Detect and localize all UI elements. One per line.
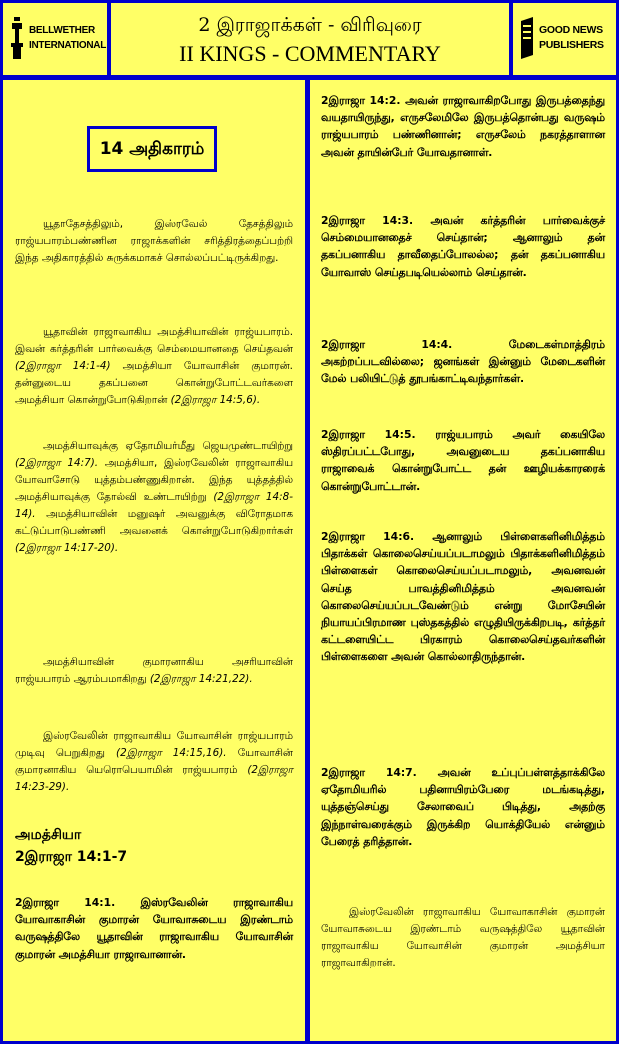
bellwether-logo-panel: [3, 3, 107, 75]
summary-2-ref-a: (2இராஜா 14:7).: [15, 457, 99, 469]
bellwether-logo: [9, 15, 107, 63]
summary-4-text-b: யோவாசின் குமாரனாகிய யெரொபெயாமின் ராஜ்யபாரம்: [15, 747, 294, 776]
section-reference: 2இராஜா 14:1-7: [15, 849, 128, 865]
summary-paragraph-2: [15, 438, 293, 557]
summary-2-text-b: அமத்சியா, இஸ்ரவேலின் ராஜாவாகிய யோவாசோடு யுத்தம்பண்ணுகிறான். இந்த யுத்தத்தில் அமத்சியாவுக்கு தோல்வி உண்டாயிற்று: [15, 457, 293, 503]
page-title-tamil: 2 இராஜாக்கள் - விரிவுரை: [198, 14, 422, 36]
good-news-logo-line2: PUBLISHERS: [539, 39, 604, 51]
summary-paragraph-3: [15, 654, 293, 688]
page-title-english: II KINGS - COMMENTARY: [179, 41, 441, 66]
verse-14-4: 2இராஜா 14:4. மேடைகள்மாத்திரம் அகற்றப்படவில்லை; ஜனங்கள் இன்னும் மேடைகளின் மேல் பலியிட்டுத் தூபங்காட்டிவந்தார்கள்.: [321, 338, 605, 386]
section-title: அமத்சியா: [15, 827, 82, 843]
commentary-text: இஸ்ரவேலின் ராஜாவாகிய யோவாகாசின் குமாரன் யோவாசுடைய இரண்டாம் வருஷத்திலே யூதாவின் ராஜாவாகிய யோவாசின் குமாரன் அமத்சியா ராஜாவாகிறான்.: [321, 906, 605, 969]
summary-1-ref-b: (2இராஜா 14:5,6).: [170, 394, 261, 406]
good-news-logo-panel: [513, 3, 616, 75]
verse-14-3: 2இராஜா 14:3. அவன் கர்த்தரின் பார்வைக்குச் செம்மையானதைச் செய்தான்; ஆனாலும் தன் தகப்பனாகிய தாவீதைப்போலல்ல; தன் தகப்பனாகிய யோவாஸ் செய்தபடியெல்லாம் செய்தான்.: [321, 214, 605, 279]
right-column: [310, 80, 616, 1041]
chapter-label: 14 அதிகாரம்: [87, 126, 217, 172]
commentary-paragraph: [321, 904, 605, 972]
summary-3-text: அமத்சியாவின் குமாரனாகிய அசரியாவின் ராஜ்யபாரம் ஆரம்பமாகிறது: [15, 656, 293, 685]
summary-1-text: யூதாவின் ராஜாவாகிய அமத்சியாவின் ராஜ்யபாரம். இவன் கர்த்தரின் பார்வைக்கு செம்மையானதை செய்தவன்: [15, 326, 293, 355]
summary-4-ref-a: (2இராஜா 14:15,16).: [116, 747, 227, 759]
intro-text: யூதாதேசத்திலும், இஸ்ரவேல் தேசத்திலும் ராஜ்யபாரம்பண்ணின ராஜாக்களின் சரித்திரத்தைப்பற்றி இந்த அதிகாரத்தில் சுருக்கமாகச் சொல்லப்பட்டிருக்கிறது.: [15, 218, 293, 264]
verse-14-6: 2இராஜா 14:6. ஆனாலும் பிள்ளைகளினிமித்தம் பிதாக்கள் கொலைசெய்யப்படாமலும் பிதாக்களினிமித்தம் பிள்ளைகள் கொலைசெய்யப்படாமலும், அவனவன் செய்த பாவத்தினிமித்தம் அவனவன் கொலைசெய்யப்படவேண்டும் என்று மோசேயின் நியாயப்பிரமாண புஸ்தகத்தில் எழுதியிருக்கிறபடி, கர்த்தர் கட்டளையிட்ட பிரகாரம் கொலைசெய்தவர்களின் பிள்ளைகளை அவன் கொல்லாதிருந்தான்.: [321, 530, 605, 664]
verse-14-7: 2இராஜா 14:7. அவன் உப்புப்பள்ளத்தாக்கிலே ஏதோமியரில் பதினாயிரம்பேரை மடங்கடித்து, யுத்தஞ்செய்து சேலாவைப் பிடித்து, அதற்கு இந்நாள்வரைக்கும் இருக்கிற யொக்தியேல் என்னும் பேரைத் தரித்தான்.: [321, 766, 605, 848]
summary-1-text-b: அமத்சியா யோவாசின் குமாரன். தன்னுடைய தகப்பனை கொன்றுபோட்டவர்களை அமத்சியா கொன்றுபோடுகிறான்: [15, 360, 293, 406]
summary-4-text: இஸ்ரவேலின் ராஜாவாகிய யோவாசின் ராஜ்யபாரம் முடிவு பெறுகிறது: [15, 730, 293, 759]
verse-14-5: 2இராஜா 14:5. ராஜ்யபாரம் அவர் கையிலே ஸ்திரப்பட்டபோது, அவனுடைய தகப்பனாகிய ராஜாவைக் கொன்றுபோட்ட தன் ஊழியக்காரரைக் கொன்றுபோட்டான்.: [321, 428, 605, 493]
left-column: [3, 80, 305, 1041]
verse-14-1: 2இராஜா 14:1. இஸ்ரவேலின் ராஜாவாகிய யோவாகாசின் குமாரன் யோவாசுடைய இரண்டாம் வருஷத்திலே யூதாவின் ராஜாவாகிய யோவாசின் குமாரன் அமத்சியா ராஜாவானான்.: [15, 896, 293, 961]
summary-1-ref-a: (2இராஜா 14:1-4): [15, 360, 111, 372]
verse-14-2: 2இராஜா 14:2. அவன் ராஜாவாகிறபோது இருபத்தைந்து வயதாயிருந்து, எருசலேமிலே இருபத்தொன்பது வருஷம் ராஜ்யபாரம் பண்ணினான்; எருசலேம் நகரத்தாளான அவன் தாயின்பேர் யோவதானாள்.: [321, 94, 605, 159]
good-news-logo-line1: GOOD NEWS: [539, 24, 603, 36]
summary-2-text: அமத்சியாவுக்கு ஏதோமியர்மீது ஜெயமுண்டாயிற்று: [43, 440, 293, 452]
header-title-panel: [111, 3, 509, 75]
summary-3-ref: (2இராஜா 14:21,22).: [149, 673, 253, 685]
good-news-logo: [519, 15, 611, 63]
summary-2-ref-c: (2இராஜா 14:17-20).: [15, 542, 119, 554]
summary-2-text-c: அமத்சியாவின் மனுஷர் அவனுக்கு விரோதமாக கட்டுப்பாடுபண்ணி அவனைக் கொன்றுபோடுகிறார்கள்: [15, 508, 293, 537]
summary-4-ref-b: (2இராஜா 14:23-29).: [15, 764, 293, 793]
summary-paragraph-4: [15, 728, 293, 796]
summary-2-ref-b: (2இராஜா 14:8-14).: [15, 491, 293, 520]
good-news-book-icon: [519, 15, 535, 63]
bellwether-logo-line1: BELLWETHER: [29, 25, 95, 36]
summary-paragraph-1: [15, 324, 293, 409]
bellwether-logo-line2: INTERNATIONAL: [29, 40, 107, 51]
intro-paragraph: [15, 216, 293, 267]
bellwether-sheep-icon: [9, 15, 25, 63]
